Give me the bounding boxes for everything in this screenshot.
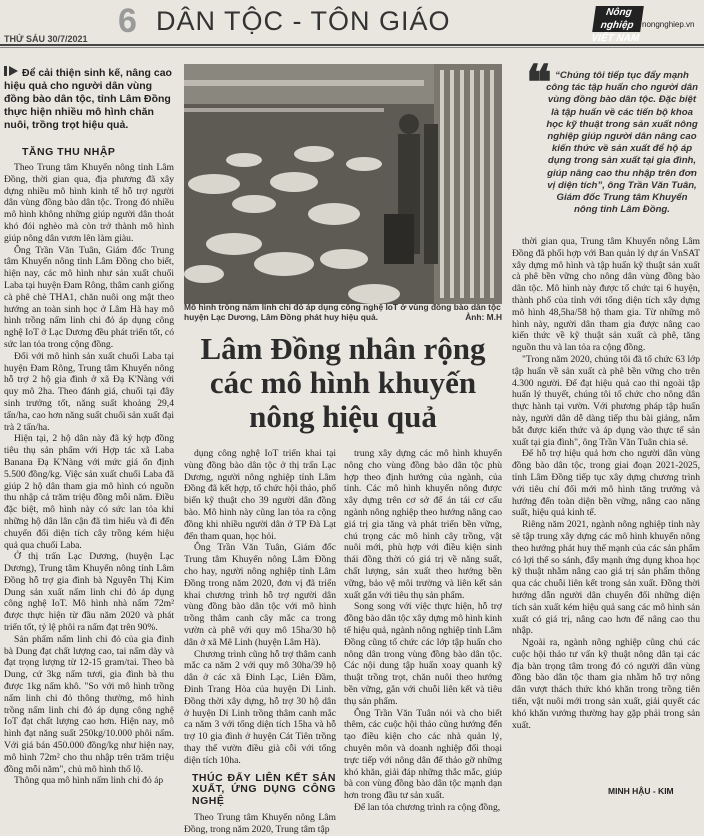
lead-paragraph: [4, 66, 174, 132]
paragraph: Ông Trần Văn Tuân nói và cho biết thêm, các cuộc hội thảo cũng hướng đến tạo điều kiện cho các nhà quản lý, chuyên môn và doanh nghiệp đối thoại trực tiếp với nông dân để thảo gỡ những khó khăn, giải đáp những thắc mắc, giúp bà con vùng đồng bào dân tộc mạnh dạn hơn trong đầu tư sản xuất.: [344, 707, 502, 802]
article-column-1: [4, 162, 174, 787]
paragraph: Ông Trần Văn Tuân, Giám đốc Trung tâm Khuyến nông Lâm Đồng cho hay, người nông nghiệp tỉnh Lâm Đồng trong năm 2020, đơn vị đã triển khai chương trình hỗ trợ người dân vùng đồng bào dân tộc với mô hình trồng thâm canh cây mắc ca trong vườn cà phê với quy mô 15ha/30 hộ dân ở xã Mê Linh (huyện Lâm Hà).: [184, 542, 336, 648]
article-photo: [184, 64, 502, 304]
paragraph: Đối với mô hình sản xuất chuối Laba tại huyện Đam Rông, Trung tâm Khuyến nông hỗ trợ 2 hộ gia đình ở xã Đạ K'Nàng với quy mô 2ha. Theo đánh giá, chuối tại đây sinh trưởng tốt, năng suất khoảng 29,4 tấn/ha, cao hơn năng suất chuối sản xuất đại trà 2 tấn/ha.: [4, 350, 174, 433]
paragraph: Ở thị trấn Lạc Dương, (huyện Lạc Dương), Trung tâm Khuyến nông tỉnh Lâm Đồng hỗ trợ gia đình bà Nguyễn Thị Kim Dung sản xuất nấm linh chi đỏ áp dụng công nghệ IoT. Mô hình nhà nấm 72m² được thực hiện từ đầu năm 2020 và phát triển tốt, tỷ lệ phôi ra nấm đạt trên 90%.: [4, 551, 174, 634]
paragraph: Ông Trần Văn Tuân, Giám đốc Trung tâm Khuyến nông tỉnh Lâm Đồng cho biết, hiện nay, các mô hình như sản xuất chuối Laba tại huyện Đam Rông, thâm canh giống cà phê chè THA1, chăn nuôi ong mật theo hướng an toàn sinh học ở Lâm Hà hay mô hình trồng nấm linh chi đỏ áp dụng công nghệ IoT ở Lạc Dương đều phát triển tốt, có sức lan tỏa trong cộng đồng.: [4, 244, 174, 350]
publication-url: nongnghiep.vn: [642, 20, 695, 29]
paragraph: Ngoài ra, ngành nông nghiệp cũng chú các cuộc hội thảo tư vấn kỹ thuật nông dân tại các địa bàn trọng tâm trong đó có người dân vùng đồng bào dân tộc tham gia nhằm hỗ trợ nông dân vượt thách thức khó khăn trong trồng tiên tiến, vật nuôi mới trong sản xuất, giải quyết các khó khăn vướng thường hay gặp phải trong sản xuất.: [512, 637, 700, 731]
paragraph: Chương trình cũng hỗ trợ thâm canh mắc ca năm 2 với quy mô 30ha/39 hộ dân ở các xã Đinh Lạc, Liên Đầm, Đinh Trang Hòa của huyện Di Linh. Đồng thời xây dựng, hỗ trợ 30 hộ dân ở huyện Di Linh trồng thâm canh mắc ca năm 3 với tổng diện tích 15ha và hỗ trợ 10 gia đình ở huyện Cát Tiên trồng thay thế vườn điều già cỗi với tổng diện tích 10ha.: [184, 648, 336, 766]
subheading-income: TĂNG THU NHẬP: [22, 146, 116, 158]
photo-credit: Ảnh: M.H: [465, 312, 502, 322]
article-headline: Lâm Đồng nhân rộng các mô hình khuyến nông hiệu quả: [200, 331, 486, 434]
paragraph: Để lan tỏa chương trình ra cộng đồng,: [354, 801, 501, 813]
paragraph: Để hỗ trợ hiệu quả hơn cho người dân vùng đồng bào dân tộc, trong giai đoạn 2021-2025, tỉnh Lâm Đồng tiếp tục xây dựng chương trình với tiêu chí đổi mới mô hình tăng trưởng và hướng đến toàn diện bền vững, nâng cao năng suất, hiệu quả kinh tế.: [512, 448, 700, 519]
author-byline: MINH HẬU - KIM: [608, 786, 674, 796]
header-rule-thin: [0, 47, 704, 48]
article-column-3: [344, 448, 502, 814]
paragraph: trung xây dựng các mô hình khuyến nông cho vùng đồng bào dân tộc phù hợp theo định hướng của ngành, của tỉnh. Các mô hình khuyến nông được xây dựng trên cơ sở để án tái cơ cấu ngành nông nghiệp theo hướng nâng cao giá trị gia tăng và phát triển bền vững, chú trọng các mô hình cây trồng, vật nuôi mới, phù hợp với điều kiện sinh thái đồng thời có giá trị về năng suất, chất lượng, sản xuất theo hướng bền vững, bảo vệ môi trường và liên kết sản xuất gắn với tiêu thụ sản phẩm.: [344, 448, 502, 601]
section-title: DÂN TỘC - TÔN GIÁO: [156, 6, 451, 36]
mushroom-farm-photo: [184, 64, 502, 304]
article-column-2: [184, 448, 336, 836]
paragraph: Song song với việc thực hiện, hỗ trợ đồng bào dân tộc xây dựng mô hình kinh tế hiệu quả, ngành nông nghiệp tỉnh Lâm Đồng cũng tổ chức các lớp tập huấn cho nông dân trong vùng đồng bào dân tộc. Các nội dung tập huấn xoay quanh kỹ thuật trồng trọt, chăn nuôi theo hướng bền vững, gắn với chuỗi liên kết và tiêu thụ sản phẩm.: [344, 601, 502, 707]
paragraph: "Trong năm 2020, chúng tôi đã tổ chức 63 lớp tập huấn về sản xuất cà phê bền vững cho trên 4.300 người. Để đạt hiệu quả cao thì ngoài tập huấn lý thuyết, chúng tôi tổ chức cho nông dân thực hành tại vườn. Với phương pháp tập huấn này, người dân dễ dàng tiếp thu bài giảng, nắm bắt được kiến thức và áp dụng vào thực tế sản xuất tại gia đình", ông Trần Văn Tuân chia sẻ.: [512, 353, 700, 448]
article-column-4: [512, 236, 700, 731]
caption-text: Mô hình trồng nấm linh chi đỏ áp dụng công nghệ IoT ở vùng đồng bào dân tộc huyện Lạc Dương, Lâm Đồng phát huy hiệu quả.: [184, 302, 501, 322]
pull-quote: “Chúng tôi tiếp tục đẩy mạnh công tác tập huấn cho người dân vùng đồng bào dân tộc. Đặc biệt là tập huấn về các tiến bộ khoa học kỹ thuật trong sản xuất nông nghiệp giúp người dân nâng cao kiến thức về sản xuất để hộ áp dụng trong sản xuất tại gia đình, giúp nâng cao thu nhập trên đơn vị diện tích”, ông Trần Văn Tuân, Giám đốc Trung tâm Khuyến nông tỉnh Lâm Đồng.: [546, 70, 698, 216]
paragraph: Theo Trung tâm Khuyến nông Lâm Đồng, trong năm 2020, Trung tâm tập: [184, 811, 336, 835]
paragraph: Theo Trung tâm Khuyến nông tỉnh Lâm Đồng, thời gian qua, địa phương đã xây dựng nhiều mô hình kinh tế hỗ trợ người dân vùng đồng bào dân tộc. Trong đó nhiều mô hình không những giúp người dân thoát khó đói nghèo mà còn trở thành mô hình giúp nông dân vươn lên làm giàu.: [4, 162, 174, 244]
page-header: [0, 0, 704, 44]
quote-mark-icon: ❝: [526, 57, 552, 110]
paragraph: Thông qua mô hình nấm linh chi đỏ áp: [14, 775, 164, 787]
header-divider: [0, 44, 704, 46]
arrow-icon: [4, 66, 18, 80]
publication-logo: Nông nghiệp VIỆT NAM: [592, 6, 644, 32]
issue-date: THỨ SÁU 30/7/2021: [4, 34, 88, 44]
lead-text: Để cải thiện sinh kế, nâng cao hiệu quả cho người dân vùng đồng bào dân tộc, tỉnh Lâm Đồng thực hiện nhiều mô hình chăn nuôi, trồng trọt hiệu quả.: [4, 67, 172, 131]
paragraph: Sản phẩm nấm linh chi đỏ của gia đình bà Dung đạt chất lượng cao, tai nấm dày và đạt trọng lượng từ 12-15 gram/tai. Theo bà Dung, cứ 3kg nấm tươi, gia đình bà thu được 1kg nấm khô. "So với mô hình trồng nấm linh chi đỏ thông thường, mô hình trồng nấm linh chi đỏ áp dụng công nghệ IoT đạt chất lượng cao hơn. Hiện nay, mô hình đạt năng suất 250kg/10.000 phôi nấm. Với giá bán 450.000 đồng/kg như hiện nay, mô hình 72m² cho thu nhập trên trăm triệu đồng mỗi năm", chủ mô hình thổ lộ.: [4, 633, 174, 775]
paragraph: dụng công nghệ IoT triển khai tại vùng đồng bào dân tộc ở thị trấn Lạc Dương, người nông nghiệp tỉnh Lâm Đồng đã kết hợp, tổ chức hội thảo, phổ biến kỹ thuật cho 39 người dân đồng bào. Mô hình này cũng lan tỏa ra cộng đồng khi nhiều người dân ở TP Đà Lạt đến tham quan, học hỏi.: [184, 448, 336, 542]
photo-caption: [184, 302, 502, 322]
paragraph: Riêng năm 2021, ngành nông nghiệp tỉnh này sẽ tập trung xây dựng các mô hình khuyến nông theo hướng phát huy thế mạnh của các sản phẩm có lợi thế so sánh, đẩy mạnh ứng dụng khoa học kỹ thuật nhằm nâng cao giá trị sản phẩm thông qua các chuỗi liên kết trong sản xuất. Đồng thời hướng dẫn người dân chuyển đổi những diện tích sản xuất kém hiệu quả sang các mô hình sản xuất có giá trị, nâng cao hơn để nâng cao thu nhập.: [512, 519, 700, 637]
subheading-linkage: THÚC ĐẨY LIÊN KẾT SẢN XUẤT, ỨNG DỤNG CÔNG NGHỆ: [192, 771, 336, 808]
page-number: 6: [118, 2, 137, 40]
paragraph: thời gian qua, Trung tâm Khuyến nông Lâm Đồng đã phối hợp với Ban quản lý dự án VnSAT xây dựng mô hình và tập huấn kỹ thuật sản xuất cà phê bền vững cho nông dân vùng đồng bào dân tộc. Mô hình này được tổ chức tại 6 huyện, thành phố của tỉnh với tổng diện tích xây dựng mô hình 48,5ha/58 hộ tham gia. Từ những mô hình này, người dân tham gia được nâng cao kiến thức về kỹ thuật sản xuất cà phê, tăng nguồn thu và lan tỏa ra cộng đồng.: [512, 236, 700, 354]
paragraph: Hiện tại, 2 hộ dân này đã ký hợp đồng tiêu thụ sản phẩm với Hợp tác xã Laba Banana Đạ K'Nàng với mức giá ổn định 5.500 đồng/kg. Việc sản xuất chuối Laba đã giúp 2 hộ dân tham gia mô hình có nguồn thu nhập cả trăm triệu đồng mỗi năm. Điều đặc biệt, mô hình này có sức lan tỏa khi những hộ dân lân cận đã tìm hiểu và đi đến chuyển đổi diện tích cây trồng kém hiệu quả qua chuối Laba.: [4, 433, 174, 551]
